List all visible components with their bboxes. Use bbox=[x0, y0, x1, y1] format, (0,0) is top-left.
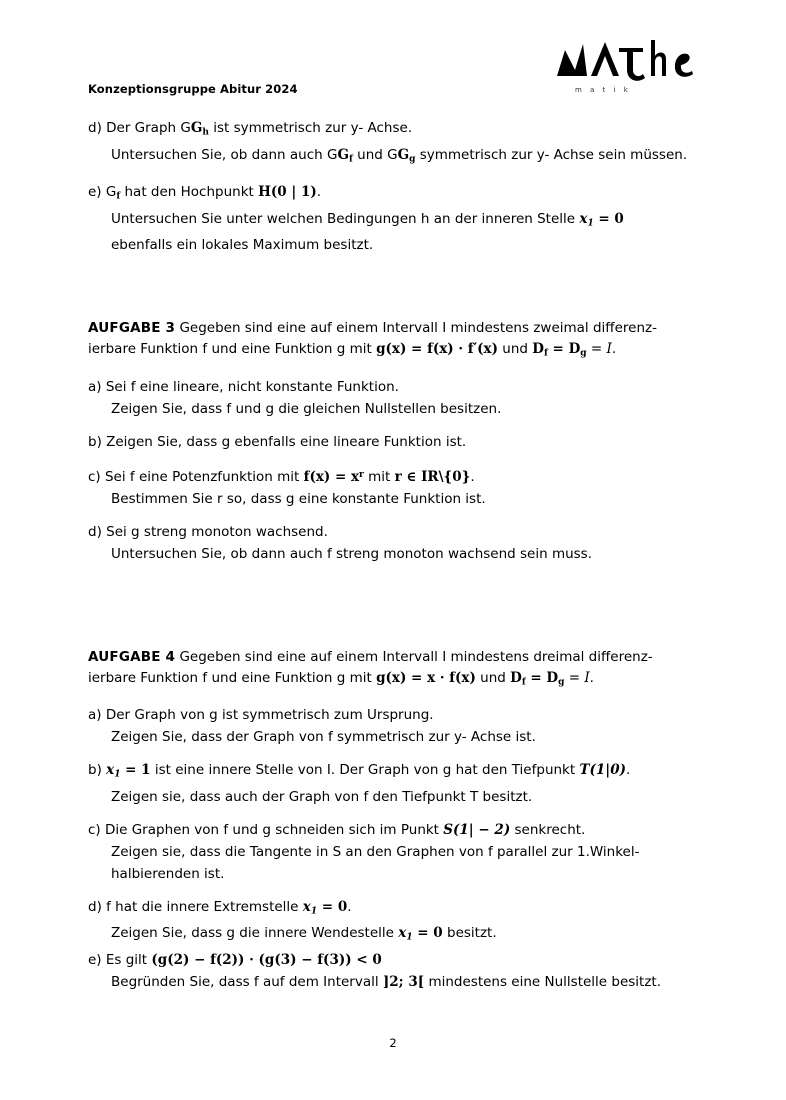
spacer bbox=[88, 749, 698, 760]
task-4-inequality: (g(2) − f(2)) · (g(3) − f(3)) < 0 bbox=[151, 951, 382, 968]
spacer bbox=[88, 694, 698, 705]
task-4-item-d-line1: d) f hat die innere Extremstelle $x_1 = 0$. bbox=[88, 898, 352, 917]
task-4 bbox=[88, 648, 698, 992]
spacer bbox=[88, 511, 698, 522]
task-4-intro-line1: AUFGABE 4 Gegeben sind eine auf einem Intervall I mindestens dreimal differenz- bbox=[88, 648, 653, 665]
spacer bbox=[88, 421, 698, 432]
item-e-line3: ebenfalls ein lokales Maximum besitzt. bbox=[111, 237, 374, 254]
task-4-item-a-line1: a) Der Graph von g ist symmetrisch zum Ursprung. bbox=[88, 707, 434, 724]
item-d-previous-task bbox=[88, 118, 698, 169]
spacer bbox=[88, 366, 698, 377]
x1-variable: $x_1$ bbox=[579, 210, 594, 229]
task-4-domain: $D_f = D_g$ bbox=[510, 669, 565, 688]
task-4-item-b-line1: b) $x_1 = 1$ ist eine innere Stelle von I. Der Graph von g hat den Tiefpunkt T(1|0). bbox=[88, 762, 631, 780]
spacer bbox=[88, 454, 698, 465]
graph-g-f-2: f bbox=[116, 191, 121, 202]
task-4-intro-line2: ierbare Funktion f und eine Funktion g mit g(x) = x · f(x) und $D_f = D_g = I$. bbox=[88, 669, 594, 688]
spacer bbox=[88, 257, 698, 319]
page-number: 2 bbox=[389, 1036, 397, 1050]
task-4-domain-interval: = I bbox=[564, 669, 590, 686]
task-3-item-c-line2: Bestimmen Sie r so, dass g eine konstante Funktion ist. bbox=[111, 490, 486, 507]
task-3-intro-line1: AUFGABE 3 Gegeben sind eine auf einem Intervall I mindestens zweimal differenz- bbox=[88, 320, 657, 337]
spacer bbox=[88, 886, 698, 897]
task-4-item-c-line3: halbierenden ist. bbox=[111, 865, 225, 882]
item-e-line2: Untersuchen Sie unter welchen Bedingungen h an der inneren Stelle $x_1 = 0$ bbox=[111, 210, 624, 229]
task-4-item-b-line2: Zeigen sie, dass auch der Graph von f den Tiefpunkt T besitzt. bbox=[111, 788, 533, 805]
task-3-r-condition: r ∈ IR\{0} bbox=[394, 468, 471, 485]
graph-g-g: $G_g$ bbox=[397, 146, 416, 165]
task-3-item-a-line2: Zeigen Sie, dass f und g die gleichen Nullstellen besitzen. bbox=[111, 400, 502, 417]
document-body bbox=[88, 118, 698, 994]
mathe-logo bbox=[553, 30, 698, 100]
task-3-formula: g(x) = f(x) · f′(x) bbox=[376, 341, 498, 358]
item-e-line1: e) $G_f$ hat den Hochpunkt H(0 | 1). bbox=[88, 184, 322, 202]
task-4-point-s: S(1| − 2) bbox=[443, 821, 511, 838]
task-3-power-function: $f(x) = x^r$ bbox=[303, 468, 364, 485]
task-3-item-c-line1: c) Sei f eine Potenzfunktion mit $f(x) = x^r$ mit r ∈ IR\{0}. bbox=[88, 468, 475, 485]
task-3-label: AUFGABE 3 bbox=[88, 320, 176, 337]
item-e-previous-task bbox=[88, 182, 698, 255]
spacer bbox=[88, 809, 698, 820]
spacer bbox=[88, 171, 698, 182]
task-4-item-c-line2: Zeigen sie, dass die Tangente in S an den Graphen von f parallel zur 1.Winkel- bbox=[111, 843, 640, 860]
task-4-label: AUFGABE 4 bbox=[88, 648, 176, 665]
task-3-domain: $D_f = D_g$ bbox=[532, 341, 587, 359]
task-3-item-b-line1: b) Zeigen Sie, dass g ebenfalls eine lineare Funktion ist. bbox=[88, 433, 467, 450]
task-3-intro-line2: ierbare Funktion f und eine Funktion g mit g(x) = f(x) · f′(x) und $D_f = D_g = I$. bbox=[88, 341, 617, 359]
task-3-item-d-line2: Untersuchen Sie, ob dann auch f streng monoton wachsend sein muss. bbox=[111, 545, 593, 562]
graph-g-f: $G_f$ bbox=[337, 146, 353, 165]
task-4-low-point-t: T(1|0) bbox=[579, 762, 626, 779]
task-4-item-d-line2: Zeigen Sie, dass g die innere Wendestelle $x_1 = 0$ besitzt. bbox=[111, 925, 497, 943]
task-3-item-a-line1: a) Sei f eine lineare, nicht konstante Funktion. bbox=[88, 378, 399, 395]
high-point-h: H(0 | 1) bbox=[258, 184, 317, 201]
spacer bbox=[88, 628, 698, 648]
task-4-item-c-line1: c) Die Graphen von f und g schneiden sich im Punkt S(1| − 2) senkrecht. bbox=[88, 821, 586, 838]
spacer bbox=[88, 566, 698, 628]
task-4-inflection-x1: $x_1$ bbox=[398, 925, 413, 943]
item-d-line2: Untersuchen Sie, ob dann auch $GG_f$ und $GG_g$ symmetrisch zur y- Achse sein müssen. bbox=[111, 146, 688, 165]
task-3 bbox=[88, 319, 698, 564]
task-4-interval: ]2; 3[ bbox=[382, 973, 425, 990]
graph-g-h: $G_h$ bbox=[190, 120, 209, 138]
logo-subtitle: m a t i k bbox=[575, 86, 631, 94]
task-3-domain-interval: = I bbox=[586, 341, 612, 358]
task-4-item-a-line2: Zeigen Sie, dass der Graph von f symmetrisch zur y- Achse ist. bbox=[111, 729, 536, 746]
organization-line: Konzeptionsgruppe Abitur 2024 bbox=[88, 82, 298, 96]
task-4-extreme-x1: $x_1$ bbox=[302, 898, 318, 917]
page-header bbox=[0, 30, 786, 100]
task-3-item-d-line1: d) Sei g streng monoton wachsend. bbox=[88, 523, 328, 540]
task-4-x1: $x_1$ bbox=[106, 762, 121, 780]
task-4-item-e-line1: e) Es gilt (g(2) − f(2)) · (g(3) − f(3)) < 0 bbox=[88, 951, 382, 968]
item-d-line1: d) Der Graph $GG_h$ ist symmetrisch zur y- Achse. bbox=[88, 120, 413, 138]
task-4-formula: g(x) = x · f(x) bbox=[376, 669, 476, 686]
task-4-item-e-line2: Begründen Sie, dass f auf dem Intervall ]2; 3[ mindestens eine Nullstelle besitzt. bbox=[111, 973, 662, 990]
